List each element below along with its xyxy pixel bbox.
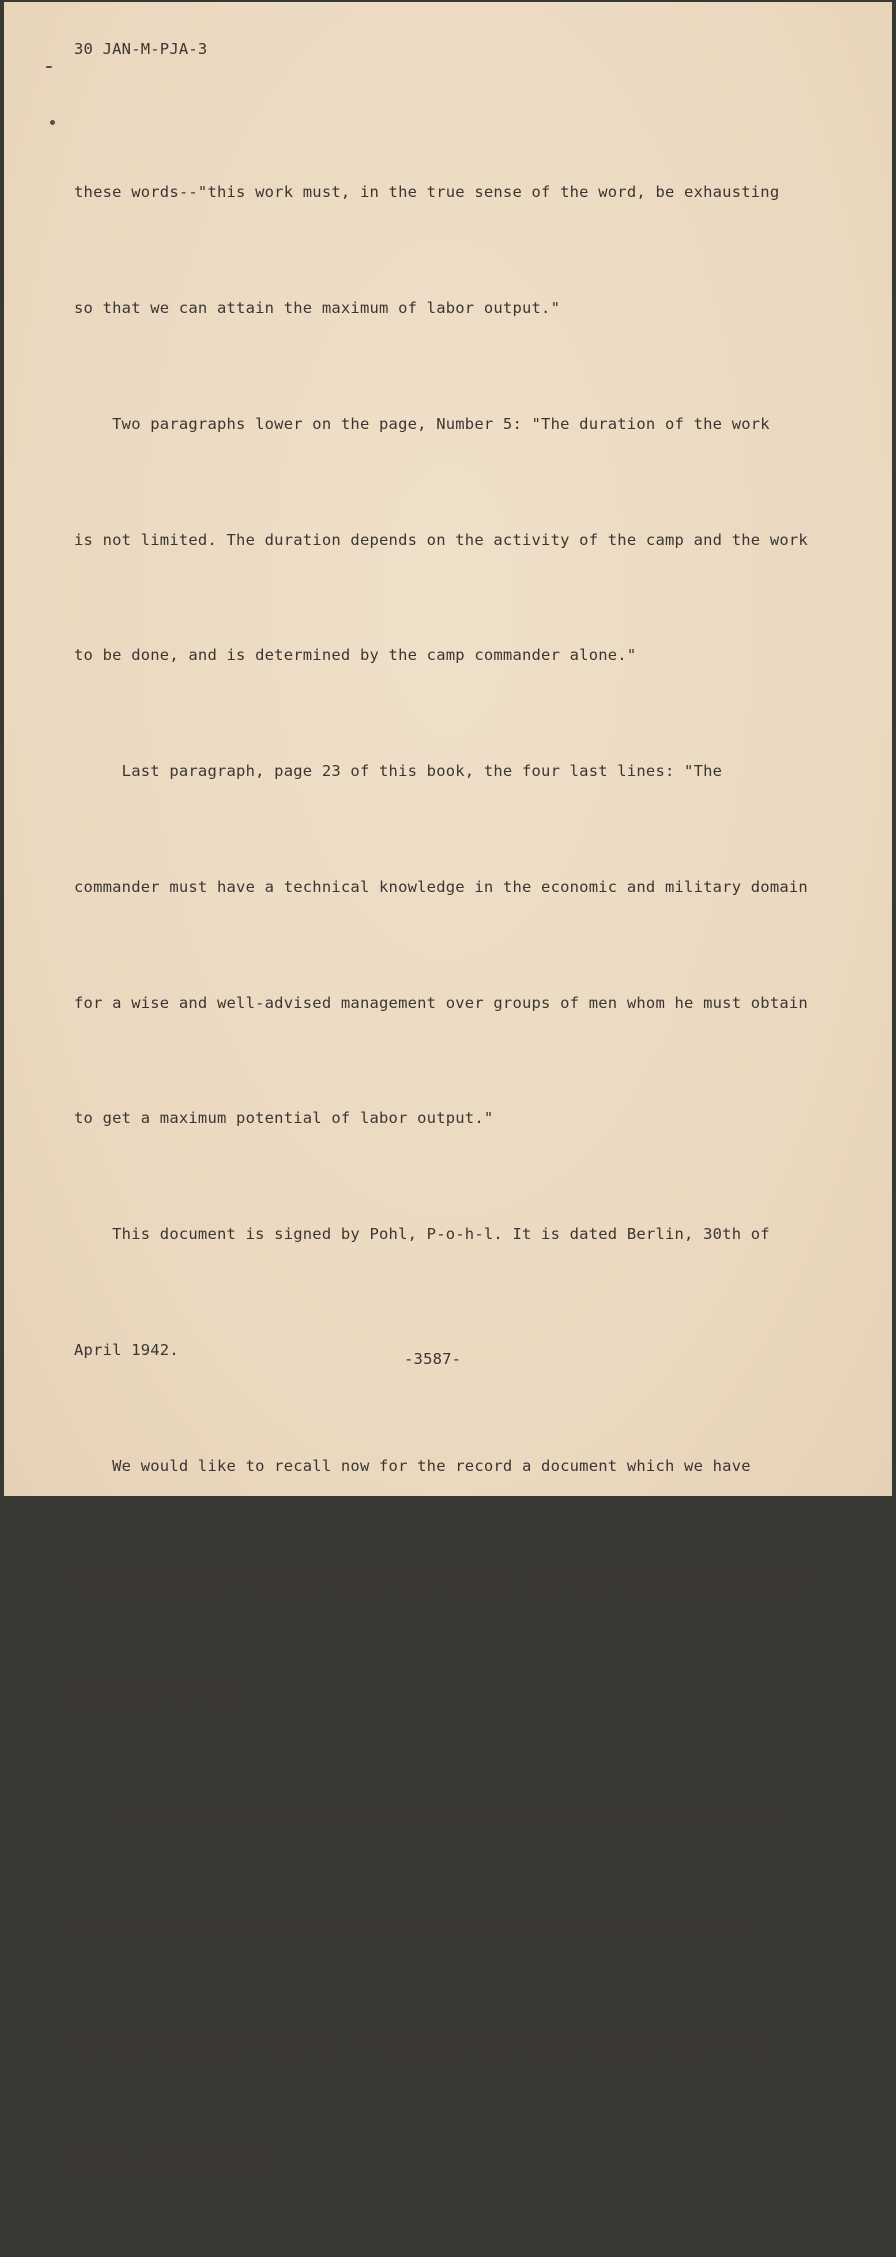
document-body <box>74 96 808 2257</box>
text-line: commander must have a technical knowledge in the economic and military domain <box>74 877 808 896</box>
text-line: the Number RF-140. <box>74 1688 246 1707</box>
text-line: these words--"this work must, in the true sense of the word, be exhausting <box>74 183 780 202</box>
text-line: already quoted in relation to the camp of Dora, and which was submitted under <box>74 1572 808 1591</box>
text-line: Two paragraphs lower on the page, Number 5: "The duration of the work <box>74 414 770 433</box>
page-header: 30 JAN-M-PJA-3 <box>74 40 208 58</box>
text-line: We now read from Document 1584 which is in the appendix of your second <box>74 1804 780 1823</box>
text-line: document book. It is the sixth document in your appended document book, <box>74 1919 751 1938</box>
margin-mark <box>50 120 55 125</box>
text-line: to get a maximum potential of labor output." <box>74 1109 494 1128</box>
text-line: to be done, and is determined by the camp commander alone." <box>74 646 637 665</box>
document-page <box>4 2 892 2170</box>
text-line: This document is signed by Pohl, P-o-h-l. It is dated Berlin, 30th of <box>74 1225 770 1244</box>
page-number: -3587- <box>404 1350 462 1368</box>
text-line: so that we can attain the maximum of labor output." <box>74 298 561 317</box>
text-line: April 1942. <box>74 1341 179 1359</box>
text-line: the book appended to Book 2. The document will become Document 349 in the <box>74 2035 770 2054</box>
text-line: French documentation. <box>74 2151 275 2170</box>
text-line: is not limited. The duration depends on the activity of the camp and the work <box>74 530 808 549</box>
text-line: Last paragraph, page 23 of this book, the four last lines: "The <box>74 762 723 781</box>
text-line: for a wise and well-advised management over groups of men whom he must obtain <box>74 993 808 1012</box>
text-line: We would like to recall now for the record a document which we have <box>74 1456 751 1475</box>
margin-tick <box>46 66 52 68</box>
